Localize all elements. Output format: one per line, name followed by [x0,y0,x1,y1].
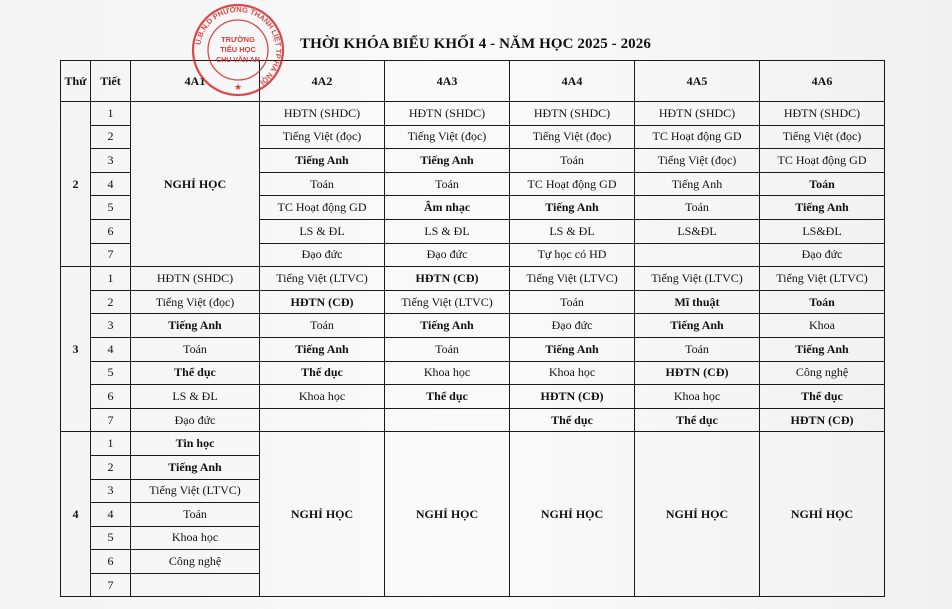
header-row [61,61,885,102]
day-off-cell: NGHỈ HỌC [760,432,885,597]
subject-cell: LS&ĐL [635,219,760,243]
subject-cell [635,243,760,267]
svg-text:★: ★ [233,82,243,92]
period-cell: 2 [91,455,131,479]
subject-cell: Tiếng Việt (đọc) [260,125,385,149]
subject-cell: Đạo đức [510,314,635,338]
subject-cell: HĐTN (CĐ) [510,385,635,409]
subject-cell: TC Hoạt động GD [510,172,635,196]
subject-cell: Đạo đức [131,408,260,432]
timetable [60,60,885,597]
page-title: THỜI KHÓA BIỂU KHỐI 4 - NĂM HỌC 2025 - 2026 [300,36,651,52]
header-class-4a6: 4A6 [760,61,885,102]
period-cell: 2 [91,290,131,314]
timetable-row [61,361,885,385]
period-cell: 1 [91,102,131,126]
subject-cell: Toán [260,172,385,196]
period-cell: 5 [91,526,131,550]
period-cell: 3 [91,149,131,173]
day-cell: 3 [61,267,91,432]
subject-cell: Khoa học [385,361,510,385]
timetable-row [61,385,885,409]
timetable-row [61,290,885,314]
subject-cell: TC Hoạt động GD [260,196,385,220]
subject-cell: Toán [760,172,885,196]
subject-cell: HĐTN (CĐ) [260,290,385,314]
subject-cell: Tự học có HD [510,243,635,267]
subject-cell: Khoa học [635,385,760,409]
period-cell: 7 [91,408,131,432]
subject-cell: Đạo đức [385,243,510,267]
subject-cell: TC Hoạt động GD [760,149,885,173]
subject-cell: Thể dục [635,408,760,432]
subject-cell: Tiếng Anh [760,337,885,361]
timetable-row [61,408,885,432]
day-cell: 4 [61,432,91,597]
period-cell: 5 [91,361,131,385]
subject-cell: LS & ĐL [260,219,385,243]
period-cell: 6 [91,385,131,409]
subject-cell: Tiếng Anh [635,172,760,196]
subject-cell: Âm nhạc [385,196,510,220]
subject-cell: Thể dục [385,385,510,409]
period-cell: 2 [91,125,131,149]
subject-cell: Tiếng Anh [260,337,385,361]
subject-cell: Tiếng Anh [510,196,635,220]
subject-cell: Toán [385,172,510,196]
period-cell: 1 [91,267,131,291]
period-cell: 6 [91,219,131,243]
subject-cell: LS & ĐL [510,219,635,243]
timetable-row [61,314,885,338]
subject-cell: HĐTN (SHDC) [131,267,260,291]
period-cell: 7 [91,243,131,267]
subject-cell: Tiếng Việt (đọc) [510,125,635,149]
subject-cell: Toán [510,149,635,173]
day-off-cell: NGHỈ HỌC [635,432,760,597]
period-cell: 3 [91,479,131,503]
subject-cell: Toán [510,290,635,314]
subject-cell: Toán [385,337,510,361]
subject-cell: Tiếng Việt (LTVC) [260,267,385,291]
period-cell: 1 [91,432,131,456]
svg-text:U.B.N.D PHƯỜNG THANH LIỆT TP H: U.B.N.D PHƯỜNG THANH LIỆT TP HÀ NỘI [193,4,284,87]
subject-cell: TC Hoạt động GD [635,125,760,149]
subject-cell: HĐTN (CĐ) [385,267,510,291]
subject-cell: Tiếng Việt (đọc) [760,125,885,149]
subject-cell: Thể dục [510,408,635,432]
subject-cell: Tiếng Anh [385,314,510,338]
day-cell: 2 [61,102,91,267]
subject-cell: Toán [260,314,385,338]
svg-text:CHU VĂN AN: CHU VĂN AN [216,57,260,64]
period-cell: 3 [91,314,131,338]
subject-cell: Công nghệ [760,361,885,385]
header-class-4a3: 4A3 [385,61,510,102]
subject-cell: Khoa học [510,361,635,385]
header-class-4a2: 4A2 [260,61,385,102]
subject-cell: Toán [760,290,885,314]
period-cell: 4 [91,503,131,527]
subject-cell: LS & ĐL [385,219,510,243]
subject-cell: Toán [131,503,260,527]
header-period: Tiết [91,61,131,102]
day-off-cell: NGHỈ HỌC [385,432,510,597]
subject-cell: Tiếng Anh [131,314,260,338]
subject-cell: HĐTN (SHDC) [635,102,760,126]
subject-cell: Tiếng Việt (đọc) [131,290,260,314]
subject-cell: Toán [635,337,760,361]
day-off-cell: NGHỈ HỌC [260,432,385,597]
period-cell: 4 [91,337,131,361]
svg-text:TIỂU HỌC: TIỂU HỌC [220,45,256,54]
period-cell: 6 [91,550,131,574]
subject-cell: Tiếng Anh [385,149,510,173]
subject-cell: LS&ĐL [760,219,885,243]
subject-cell [260,408,385,432]
timetable-row [61,432,885,456]
day-off-cell: NGHỈ HỌC [510,432,635,597]
timetable-row [61,337,885,361]
subject-cell: LS & ĐL [131,385,260,409]
header-class-4a4: 4A4 [510,61,635,102]
subject-cell: Tiếng Việt (LTVC) [131,479,260,503]
subject-cell: Tiếng Anh [260,149,385,173]
subject-cell: HĐTN (SHDC) [760,102,885,126]
subject-cell: Tiếng Việt (LTVC) [760,267,885,291]
subject-cell: HĐTN (SHDC) [385,102,510,126]
subject-cell: HĐTN (CĐ) [635,361,760,385]
subject-cell: Thể dục [760,385,885,409]
subject-cell [385,408,510,432]
period-cell: 5 [91,196,131,220]
timetable-row [61,267,885,291]
subject-cell [131,573,260,597]
header-day: Thứ [61,61,91,102]
subject-cell: Tiếng Anh [510,337,635,361]
svg-text:TRƯỜNG: TRƯỜNG [221,35,255,44]
subject-cell: Thể dục [131,361,260,385]
subject-cell: Công nghệ [131,550,260,574]
subject-cell: Thể dục [260,361,385,385]
subject-cell: Khoa học [131,526,260,550]
subject-cell: Tiếng Anh [635,314,760,338]
subject-cell: Tin học [131,432,260,456]
subject-cell: Tiếng Việt (đọc) [385,125,510,149]
header-class-4a5: 4A5 [635,61,760,102]
subject-cell: Mĩ thuật [635,290,760,314]
header-class-4a1: 4A1 [131,61,260,102]
timetable-row [61,102,885,126]
period-cell: 7 [91,573,131,597]
period-cell: 4 [91,172,131,196]
subject-cell: HĐTN (SHDC) [260,102,385,126]
subject-cell: Toán [635,196,760,220]
subject-cell: HĐTN (CĐ) [760,408,885,432]
subject-cell: Đạo đức [260,243,385,267]
subject-cell: Tiếng Anh [131,455,260,479]
subject-cell: Tiếng Việt (LTVC) [385,290,510,314]
subject-cell: Khoa học [260,385,385,409]
day-off-cell: NGHỈ HỌC [131,102,260,267]
subject-cell: Đạo đức [760,243,885,267]
subject-cell: Tiếng Việt (đọc) [635,149,760,173]
subject-cell: Toán [131,337,260,361]
subject-cell: Khoa [760,314,885,338]
subject-cell: Tiếng Anh [760,196,885,220]
subject-cell: Tiếng Việt (LTVC) [510,267,635,291]
subject-cell: HĐTN (SHDC) [510,102,635,126]
subject-cell: Tiếng Việt (LTVC) [635,267,760,291]
